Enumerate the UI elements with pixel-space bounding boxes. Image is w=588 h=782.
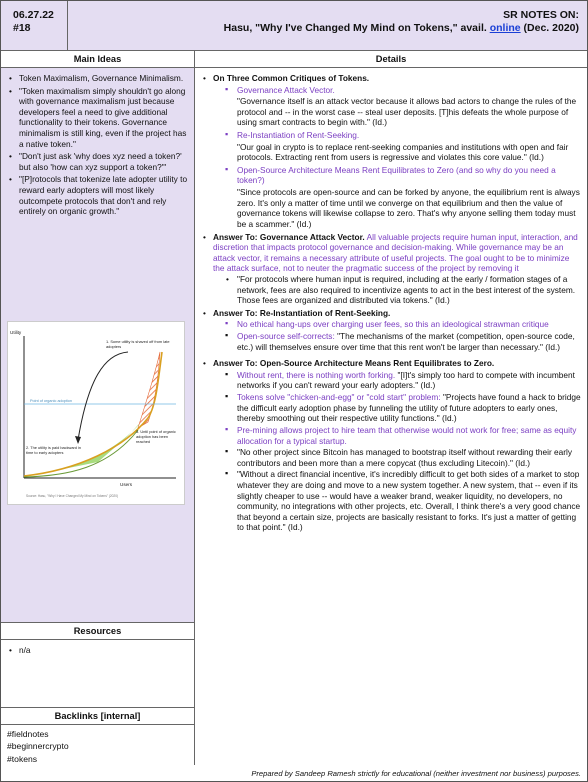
answer-rent-point1: ▪ No ethical hang-ups over charging user fees, so this an ideological strawman critique bbox=[213, 319, 581, 330]
organic-adoption-label: Point of organic adoption bbox=[30, 399, 73, 403]
answer-os-point1 bbox=[213, 370, 581, 391]
critiques-title: On Three Common Critiques of Tokens. bbox=[213, 73, 370, 83]
answer-os-point3: ▪ Pre-mining allows project to hire team that otherwise would not work for free; same as equity allocation for a typical startup. bbox=[213, 425, 581, 446]
answer-governance-quote: • "For protocols where human input is required, including at the early / formation stages of a network, fees are also required to incentivize agents to act in the best interest of the system. Those fees are organized and distributed via tokens." (Id.) bbox=[213, 274, 581, 306]
y-axis-label: Utility bbox=[10, 330, 22, 335]
answer-rent-list bbox=[213, 319, 581, 352]
figure-source: Source: Hasu, "Why I Have Changed My Mind on Tokens" (2020) bbox=[26, 494, 119, 498]
answer-os-point5: ▪ "Without a direct financial incentive, it's incredibly difficult to get both sides of a market to stop whatever they are doing and move to a new system together. A new system, that -- even if its slightly cheaper to use -- would have a weaker brand, weaker liquidity, no developers, no community, no integrations with other projects, etc. Overall, I think there's a very good chance that beyond a certain size, projects are basically resistant to forks. It's just a matter of getting to that point." (Id.) bbox=[213, 469, 581, 533]
note2: 2. The utility is paid backward in time to early adopters bbox=[26, 446, 82, 455]
critiques-list-3 bbox=[213, 165, 581, 186]
main-ideas-list bbox=[7, 73, 188, 217]
title-line1: SR NOTES ON: bbox=[503, 9, 579, 21]
details-list bbox=[201, 73, 581, 533]
resources-list bbox=[7, 645, 188, 656]
arrow-head-icon bbox=[75, 436, 81, 444]
note1-box bbox=[106, 340, 174, 370]
answer-governance-title: Answer To: Governance Attack Vector. bbox=[213, 231, 365, 242]
details-body bbox=[195, 68, 587, 765]
title-prefix: Hasu, "Why I've Changed My Mind on Tokens," avail. bbox=[223, 22, 487, 35]
answer-os-point2-label: Tokens solve "chicken-and-egg" or "cold start" problem: bbox=[237, 392, 441, 403]
critique-open-source: ▪ Open-Source Architecture Means Rent Equilibrates to Zero (and so why do you need a token?) bbox=[213, 165, 581, 186]
answer-os-point4: ▪ "No other project since Bitcoin has managed to bootstrap itself without rewarding their early contributors and been more than a mere copycat (thus excluding Litecoin)." (Id.) bbox=[213, 447, 581, 468]
critique-open-source-quote: "Since protocols are open-source and can be forked by anyone, the equilibrium rent is always zero. It's only a matter of time until we converge on that equilibrium and then the value of governance tokens will likewise collapse to zero. That's why anyone selling them today must be a scammer." (Id.) bbox=[237, 187, 580, 229]
answer-rent-point2-label: Open-source self-corrects: bbox=[237, 331, 335, 342]
answer-opensource-section bbox=[201, 358, 581, 533]
answer-governance-section bbox=[201, 232, 581, 306]
main-ideas-body bbox=[1, 68, 194, 623]
utility-diagram-svg bbox=[8, 322, 184, 504]
answer-rent-section bbox=[201, 308, 581, 352]
right-column bbox=[195, 51, 587, 765]
note1: 1. Some utility is shaved off from late adopters bbox=[106, 340, 170, 349]
date-block bbox=[1, 1, 68, 51]
answer-governance-text: All valuable projects require human input, interaction, and discretion that impacts protocol governance and decision-making. While governance may be an attack vector, it remains a necessary attribute of useful projects. The goal ought to be to minimize the attack surface, not to neuter the pragmatic success of the project by removing it bbox=[213, 231, 578, 274]
title-suffix: (Dec. 2020) bbox=[523, 22, 579, 35]
critique-rent-seeking-quote: "Our goal in crypto is to replace rent-seeking companies and institutions with open and fair protocols. Extracting rent from users is regressive and violates this core value." (Id.) bbox=[237, 141, 569, 163]
resources-heading: Resources bbox=[1, 623, 194, 640]
critiques-section bbox=[201, 73, 581, 230]
title-block bbox=[224, 9, 579, 35]
answer-os-point2 bbox=[213, 392, 581, 424]
answer-rent-title: Answer To: Re-Instantiation of Rent-Seeking. bbox=[213, 307, 391, 318]
answer-governance-list bbox=[213, 274, 581, 306]
backlink-tag[interactable]: #fieldnotes bbox=[7, 729, 49, 739]
backlinks-heading: Backlinks [internal] bbox=[1, 708, 194, 725]
main-idea-item: • "Don't just ask 'why does xyz need a token?' but also 'how can xyz support a token?'" bbox=[7, 151, 188, 172]
critique-rent-seeking: ▪ Re-Instantiation of Rent-Seeking. bbox=[213, 130, 581, 141]
left-column bbox=[1, 51, 195, 765]
answer-os-point1-label: Without rent, there is nothing worth forking. bbox=[237, 369, 396, 380]
title-line2 bbox=[224, 22, 579, 35]
answer-opensource-title: Answer To: Open-Source Architecture Means Rent Equilibrates to Zero. bbox=[213, 358, 495, 369]
main-idea-item: • "[P]rotocols that tokenize late adopter utility to reward early adopters will most likely outcompete protocols that don't and rely entirely on organic growth." bbox=[7, 174, 188, 216]
header bbox=[1, 1, 587, 51]
critique-attack-vector-quote: "Governance itself is an attack vector because it allows bad actors to change the rules of the protocol and -- in the worst case -- steal user deposits. [T]his defeats the whole purpose of using smart contracts to begin with." (Id.) bbox=[237, 96, 577, 128]
backlinks-body bbox=[1, 725, 194, 768]
resources-body bbox=[1, 640, 194, 708]
details-heading: Details bbox=[195, 51, 587, 68]
footer-disclaimer: Prepared by Sandeep Ramesh strictly for educational (neither investment nor business) purposes. bbox=[251, 769, 581, 778]
main-idea-item: • "Token maximalism simply shouldn't go along with governance maximalism just because developers feel a need to give additional functionality to their tokens. Governance minimalism is still king, even if the project has a native token." bbox=[7, 86, 188, 150]
answer-rent-point2 bbox=[213, 331, 581, 352]
note3: 3. Until point of organic adoption has been reached bbox=[136, 430, 176, 444]
main-idea-item: • Token Maximalism, Governance Minimalism. bbox=[7, 73, 188, 84]
answer-opensource-list bbox=[213, 370, 581, 533]
answer-os-point2-quote: "Projects have found a hack to bridge the difficult early adoption phase by funneling the utility of future adopters to early ones, thereby smoothing out their respective utility functions." (Id.) bbox=[237, 392, 581, 424]
answer-rent-point2-quote: "The mechanisms of the market (competition, open-source code, etc.) will themselves ensure over time that this rent won't be larger than necessary." (Id.) bbox=[237, 331, 575, 352]
critiques-list-2 bbox=[213, 130, 581, 141]
x-axis-label: Users bbox=[120, 482, 132, 487]
critique-attack-vector: ▪ Governance Attack Vector. bbox=[213, 85, 581, 96]
note3-box bbox=[136, 430, 180, 466]
note2-box bbox=[26, 446, 86, 474]
backlink-tag[interactable]: #tokens bbox=[7, 753, 38, 764]
resource-item: • n/a bbox=[7, 645, 188, 656]
note-date: 06.27.22 bbox=[13, 9, 54, 21]
critiques-list bbox=[213, 85, 581, 96]
utility-diagram bbox=[7, 321, 185, 505]
online-link[interactable]: online bbox=[489, 22, 521, 35]
main-ideas-heading: Main Ideas bbox=[1, 51, 194, 68]
answer-os-point1-quote: "[I]t's simply too hard to compete with incumbent networks if you can't reward your early adopters." (Id.) bbox=[237, 369, 575, 391]
note-number: #18 bbox=[13, 22, 31, 35]
backlink-tag[interactable]: #beginnercrypto bbox=[7, 741, 69, 752]
